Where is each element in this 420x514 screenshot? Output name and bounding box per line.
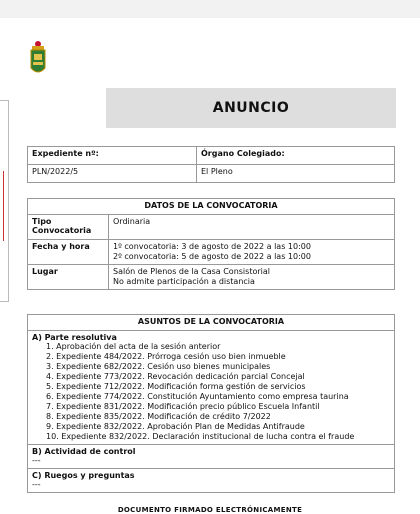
list-item: 2. Expediente 484/2022. Prórroga cesión uso bien inmueble: [46, 352, 286, 361]
agenda-items-list: [32, 342, 390, 442]
section-c-title: C) Ruegos y preguntas: [32, 471, 135, 480]
section-b-title: B) Actividad de control: [32, 447, 136, 456]
fecha-label: Fecha y hora: [28, 240, 109, 265]
lugar-line-1: Salón de Plenos de la Casa Consistorial: [113, 267, 270, 276]
side-verification-strip: [0, 100, 9, 302]
agenda-section-a: [28, 331, 395, 445]
viewer-top-bar: [0, 0, 420, 18]
file-info-table: [27, 146, 395, 183]
lugar-line-2: No admite participación a distancia: [113, 277, 255, 286]
fecha-line-2: 2º convocatoria: 5 de agosto de 2022 a las 10:00: [113, 252, 311, 261]
fecha-line-1: 1º convocatoria: 3 de agosto de 2022 a las 10:00: [113, 242, 311, 251]
list-item: 1. Aprobación del acta de la sesión anterior: [46, 342, 221, 351]
section-c-value: ---: [32, 480, 41, 489]
tipo-label: Tipo Convocatoria: [28, 215, 109, 240]
agenda-section-c: [28, 469, 395, 493]
list-item: 5. Expediente 712/2022. Modificación forma gestión de servicios: [46, 382, 306, 391]
list-item: 10. Expediente 832/2022. Declaración institucional de lucha contra el fraude: [46, 432, 355, 441]
announcement-banner: [106, 88, 396, 128]
lugar-value: [109, 265, 395, 290]
list-item: 9. Expediente 832/2022. Aprobación Plan de Medidas Antifraude: [46, 422, 305, 431]
organo-value: El Pleno: [197, 165, 395, 183]
list-item: 4. Expediente 773/2022. Revocación dedicación parcial Concejal: [46, 372, 305, 381]
list-item: 8. Expediente 835/2022. Modificación de crédito 7/2022: [46, 412, 271, 421]
list-item: 7. Expediente 831/2022. Modificación precio público Escuela Infantil: [46, 402, 320, 411]
organo-label: Órgano Colegiado:: [197, 147, 395, 165]
expediente-label: Expediente nº:: [28, 147, 197, 165]
expediente-value: PLN/2022/5: [28, 165, 197, 183]
fecha-value: [109, 240, 395, 265]
announcement-title: ANUNCIO: [212, 100, 290, 116]
section-a-title: A) Parte resolutiva: [32, 333, 117, 342]
list-item: 3. Expediente 682/2022. Cesión uso bienes municipales: [46, 362, 271, 371]
tipo-value: Ordinaria: [109, 215, 395, 240]
list-item: 6. Expediente 774/2022. Constitución Ayuntamiento como empresa taurina: [46, 392, 349, 401]
section-b-value: ---: [32, 456, 41, 465]
agenda-header: ASUNTOS DE LA CONVOCATORIA: [28, 315, 395, 331]
convocation-header: DATOS DE LA CONVOCATORIA: [28, 199, 395, 215]
agenda-section-b: [28, 445, 395, 469]
convocation-data-table: [27, 198, 395, 290]
lugar-label: Lugar: [28, 265, 109, 290]
signed-document-footer: DOCUMENTO FIRMADO ELECTRÓNICAMENTE: [117, 506, 303, 514]
agenda-table: [27, 314, 395, 493]
municipal-coat-of-arms-icon: [27, 38, 49, 80]
